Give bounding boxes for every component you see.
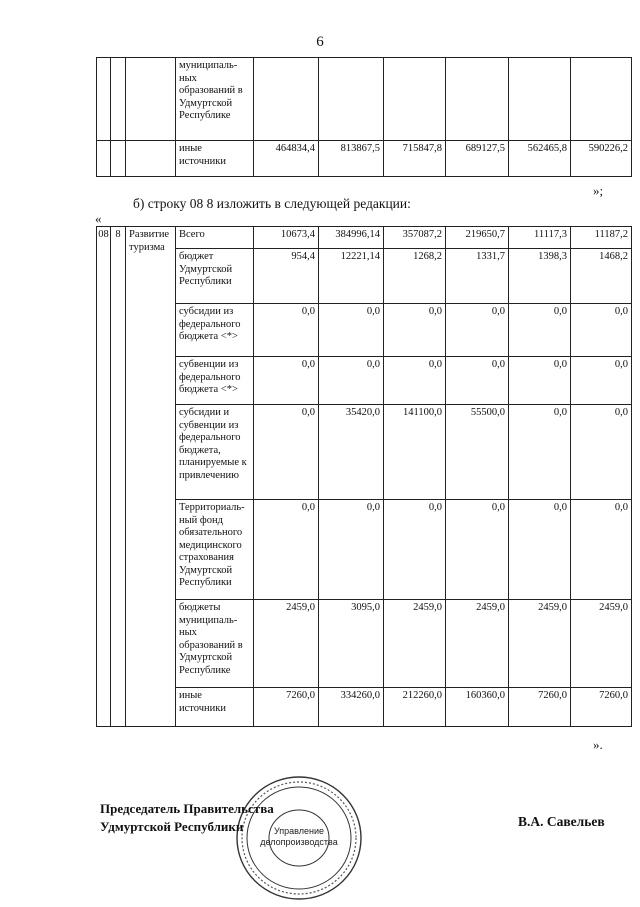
signatory-name: В.А. Савельев — [518, 814, 605, 829]
value-cell: 2459,0 — [446, 600, 509, 688]
official-stamp — [234, 774, 364, 907]
code-cell — [111, 141, 126, 177]
value-cell: 212260,0 — [384, 688, 446, 727]
table-row — [97, 58, 632, 141]
value-cell: 3095,0 — [319, 600, 384, 688]
value-cell: 219650,7 — [446, 227, 509, 249]
value-cell: 813867,5 — [319, 141, 384, 177]
source-name: Всего — [176, 227, 254, 249]
value-cell — [384, 58, 446, 141]
source-name: муниципаль-ных образований в Удмуртской Республике — [176, 58, 254, 141]
value-cell: 55500,0 — [446, 405, 509, 500]
value-cell: 2459,0 — [509, 600, 571, 688]
value-cell: 0,0 — [509, 357, 571, 405]
value-cell: 954,4 — [254, 249, 319, 304]
value-cell: 689127,5 — [446, 141, 509, 177]
value-cell: 7260,0 — [254, 688, 319, 727]
value-cell: 1468,2 — [571, 249, 632, 304]
position-line: Удмуртской Республики — [100, 819, 244, 834]
value-cell: 10673,4 — [254, 227, 319, 249]
budget-table-continuation — [96, 57, 632, 177]
value-cell: 0,0 — [446, 357, 509, 405]
program-cell — [126, 58, 176, 141]
value-cell: 0,0 — [571, 304, 632, 357]
value-cell: 0,0 — [319, 500, 384, 600]
value-cell: 0,0 — [254, 304, 319, 357]
closing-quote: ». — [593, 737, 603, 752]
code-cell — [111, 58, 126, 141]
value-cell: 35420,0 — [319, 405, 384, 500]
value-cell: 0,0 — [254, 357, 319, 405]
stamp-center-line1: Управление — [273, 826, 325, 836]
value-cell — [509, 58, 571, 141]
value-cell: 0,0 — [446, 304, 509, 357]
value-cell: 590226,2 — [571, 141, 632, 177]
code-cell: 08 — [97, 227, 111, 727]
value-cell: 12221,14 — [319, 249, 384, 304]
value-cell: 141100,0 — [384, 405, 446, 500]
table-row — [97, 249, 632, 304]
position-line: Председатель Правительства — [100, 801, 274, 816]
value-cell: 0,0 — [254, 500, 319, 600]
value-cell — [446, 58, 509, 141]
source-name: субвенции из федерального бюджета <*> — [176, 357, 254, 405]
table-row — [97, 304, 632, 357]
source-name: бюджеты муниципаль-ных образований в Удмуртской Республике — [176, 600, 254, 688]
value-cell: 562465,8 — [509, 141, 571, 177]
value-cell — [571, 58, 632, 141]
instruction-text: б) строку 08 8 изложить в следующей редакции: — [133, 196, 411, 211]
value-cell: 7260,0 — [509, 688, 571, 727]
source-name: бюджет Удмуртской Республики — [176, 249, 254, 304]
opening-quote: « — [95, 211, 102, 226]
code-cell — [97, 58, 111, 141]
value-cell: 160360,0 — [446, 688, 509, 727]
value-cell: 1398,3 — [509, 249, 571, 304]
signatory-position — [100, 800, 274, 836]
table-row — [97, 141, 632, 177]
value-cell: 0,0 — [446, 500, 509, 600]
value-cell: 0,0 — [509, 405, 571, 500]
value-cell — [254, 58, 319, 141]
tourism-budget-table — [96, 226, 632, 727]
closing-quote: »; — [593, 183, 604, 198]
value-cell: 0,0 — [384, 304, 446, 357]
source-name: иные источники — [176, 141, 254, 177]
source-name: иные источники — [176, 688, 254, 727]
value-cell — [319, 58, 384, 141]
table-row — [97, 500, 632, 600]
program-cell: Развитие туризма — [126, 227, 176, 727]
value-cell: 0,0 — [571, 500, 632, 600]
value-cell: 0,0 — [319, 357, 384, 405]
value-cell: 384996,14 — [319, 227, 384, 249]
value-cell: 1331,7 — [446, 249, 509, 304]
code-cell: 8 — [111, 227, 126, 727]
value-cell: 2459,0 — [384, 600, 446, 688]
value-cell: 464834,4 — [254, 141, 319, 177]
value-cell: 0,0 — [384, 357, 446, 405]
source-name: субсидии и субвенции из федерального бюджета, планируемые к привлечению — [176, 405, 254, 500]
table-row — [97, 227, 632, 249]
value-cell: 0,0 — [571, 357, 632, 405]
value-cell: 715847,8 — [384, 141, 446, 177]
table-row — [97, 600, 632, 688]
code-cell — [97, 141, 111, 177]
value-cell: 0,0 — [384, 500, 446, 600]
value-cell: 0,0 — [571, 405, 632, 500]
value-cell: 1268,2 — [384, 249, 446, 304]
value-cell: 11187,2 — [571, 227, 632, 249]
table-row — [97, 357, 632, 405]
value-cell: 2459,0 — [571, 600, 632, 688]
table-row — [97, 405, 632, 500]
value-cell: 0,0 — [254, 405, 319, 500]
table-row — [97, 688, 632, 727]
value-cell: 7260,0 — [571, 688, 632, 727]
value-cell: 357087,2 — [384, 227, 446, 249]
program-cell — [126, 141, 176, 177]
value-cell: 11117,3 — [509, 227, 571, 249]
stamp-center-line2: делопроизводства — [260, 837, 338, 847]
value-cell: 0,0 — [319, 304, 384, 357]
value-cell: 334260,0 — [319, 688, 384, 727]
value-cell: 0,0 — [509, 304, 571, 357]
value-cell: 2459,0 — [254, 600, 319, 688]
source-name: Территориаль-ный фонд обязательного медицинского страхования Удмуртской Республики — [176, 500, 254, 600]
value-cell: 0,0 — [509, 500, 571, 600]
source-name: субсидии из федерального бюджета <*> — [176, 304, 254, 357]
page-number: 6 — [316, 34, 324, 50]
